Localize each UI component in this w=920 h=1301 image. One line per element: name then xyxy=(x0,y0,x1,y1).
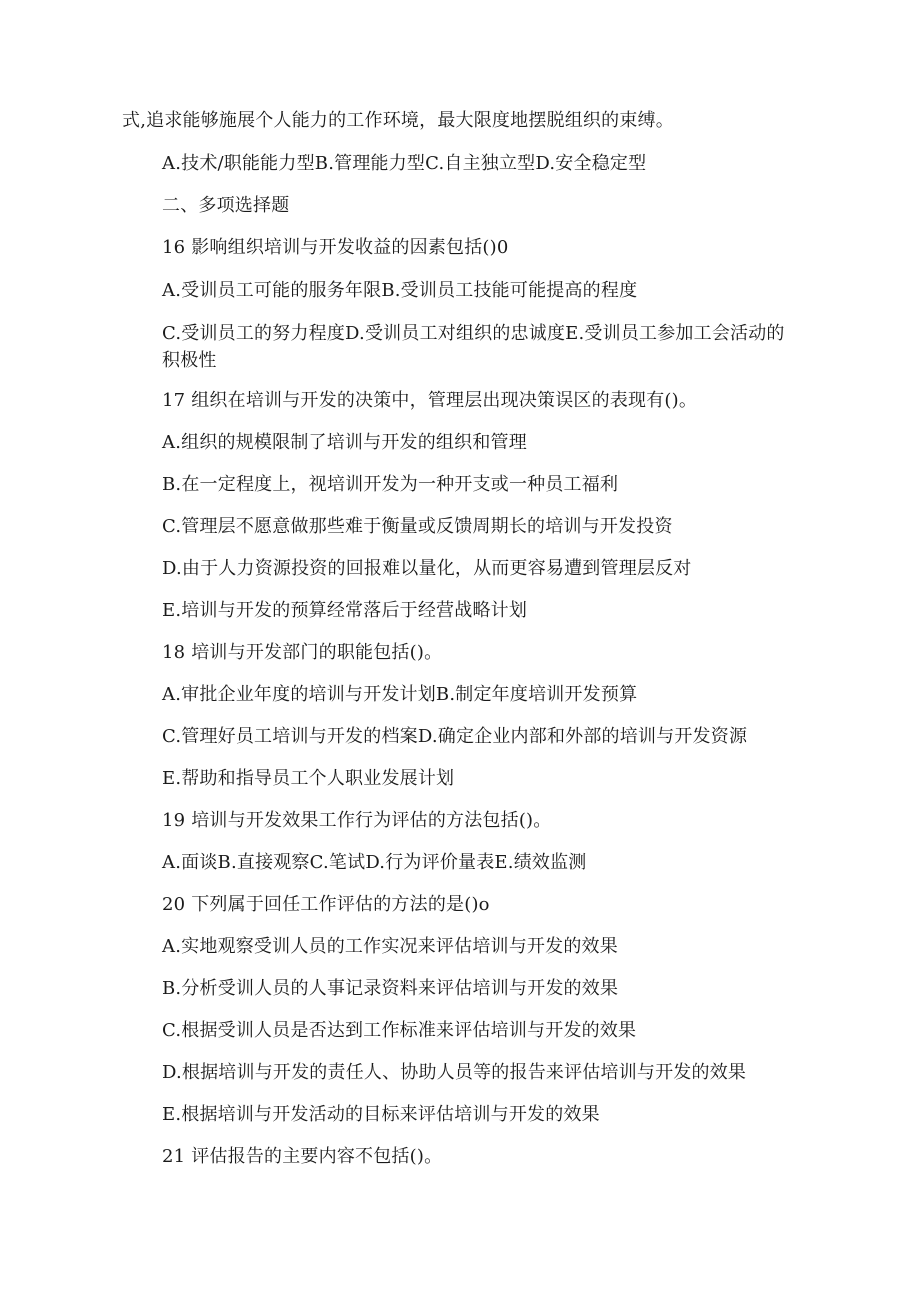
question-21: 21 评估报告的主要内容不包括()。 xyxy=(162,1146,443,1167)
question-18: 18 培训与开发部门的职能包括()。 xyxy=(162,642,443,663)
q16-options-ab: A.受训员工可能的服务年限B.受训员工技能可能提高的程度 xyxy=(162,280,638,301)
q17-option-e: E.培训与开发的预算经常落后于经营战略计划 xyxy=(162,600,528,621)
q18-options-cd: C.管理好员工培训与开发的档案D.确定企业内部和外部的培训与开发资源 xyxy=(162,726,748,747)
question-16: 16 影响组织培训与开发收益的因素包括()0 xyxy=(162,237,509,258)
q17-option-b: B.在一定程度上，视培训开发为一种开支或一种员工福利 xyxy=(162,474,619,495)
q17-option-c: C.管理层不愿意做那些难于衡量或反馈周期长的培训与开发投资 xyxy=(162,516,673,537)
question-20: 20 下列属于回任工作评估的方法的是()o xyxy=(162,894,490,915)
paragraph-continuation: 式,追求能够施展个人能力的工作环境，最大限度地摆脱组织的束缚。 xyxy=(122,110,674,131)
section-heading: 二、多项选择题 xyxy=(162,195,290,216)
q18-option-e: E.帮助和指导员工个人职业发展计划 xyxy=(162,768,455,789)
q15-options: A.技术/职能能力型B.管理能力型C.自主独立型D.安全稳定型 xyxy=(162,153,647,174)
q20-option-a: A.实地观察受训人员的工作实况来评估培训与开发的效果 xyxy=(162,936,618,957)
q19-options: A.面谈B.直接观察C.笔试D.行为评价量表E.绩效监测 xyxy=(162,852,587,873)
q18-options-ab: A.审批企业年度的培训与开发计划B.制定年度培训开发预算 xyxy=(162,684,638,705)
question-19: 19 培训与开发效果工作行为评估的方法包括()。 xyxy=(162,810,552,831)
q20-option-c: C.根据受训人员是否达到工作标准来评估培训与开发的效果 xyxy=(162,1020,637,1041)
q17-option-d: D.由于人力资源投资的回报难以量化，从而更容易遭到管理层反对 xyxy=(162,558,692,579)
q17-option-a: A.组织的规模限制了培训与开发的组织和管理 xyxy=(162,432,527,453)
q20-option-b: B.分析受训人员的人事记录资料来评估培训与开发的效果 xyxy=(162,978,619,999)
q20-option-d: D.根据培训与开发的责任人、协助人员等的报告来评估培训与开发的效果 xyxy=(162,1062,747,1083)
q16-options-cde: C.受训员工的努力程度D.受训员工对组织的忠诚度E.受训员工参加工会活动的积极性 xyxy=(162,323,785,371)
question-17: 17 组织在培训与开发的决策中，管理层出现决策误区的表现有()。 xyxy=(162,390,698,411)
q20-option-e: E.根据培训与开发活动的目标来评估培训与开发的效果 xyxy=(162,1104,600,1125)
